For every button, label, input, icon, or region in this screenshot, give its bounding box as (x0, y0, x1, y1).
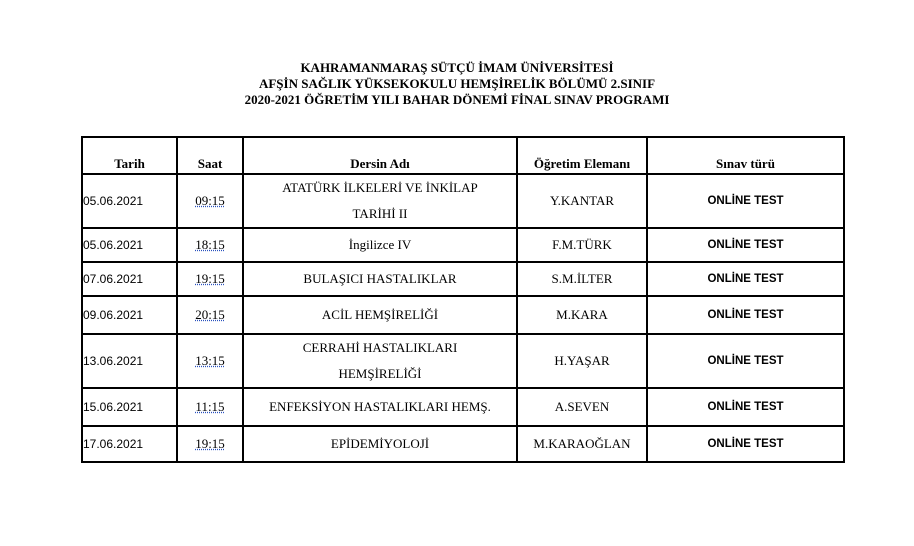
exam-type: ONLİNE TEST (647, 262, 844, 296)
course-name (243, 174, 517, 228)
exam-type: ONLİNE TEST (647, 388, 844, 426)
exam-time-value: 13:15 (195, 353, 225, 368)
column-header-time: Saat (177, 137, 243, 174)
exam-type: ONLİNE TEST (647, 296, 844, 334)
exam-time-value: 18:15 (195, 237, 225, 252)
column-header-type: Sınav türü (647, 137, 844, 174)
table-row (82, 296, 844, 334)
column-header-instructor: Öğretim Elemanı (517, 137, 647, 174)
exam-date: 05.06.2021 (82, 174, 177, 228)
exam-type: ONLİNE TEST (647, 426, 844, 462)
exam-date: 09.06.2021 (82, 296, 177, 334)
course-name (243, 426, 517, 462)
course-name-text: ACİL HEMŞİRELİĞİ (321, 307, 439, 322)
course-name (243, 334, 517, 388)
column-header-course: Dersin Adı (243, 137, 517, 174)
exam-date: 15.06.2021 (82, 388, 177, 426)
exam-schedule-table (81, 136, 845, 463)
table-row (82, 228, 844, 262)
course-name-text: İngilizce IV (348, 237, 412, 252)
exam-time (177, 388, 243, 426)
instructor-name: F.M.TÜRK (517, 228, 647, 262)
table-row (82, 334, 844, 388)
instructor-name: M.KARA (517, 296, 647, 334)
course-name-text: EPİDEMİYOLOJİ (330, 436, 430, 451)
exam-date: 07.06.2021 (82, 262, 177, 296)
exam-time (177, 228, 243, 262)
course-name (243, 388, 517, 426)
instructor-name: Y.KANTAR (517, 174, 647, 228)
document-header (0, 60, 914, 108)
table-row (82, 174, 844, 228)
exam-type: ONLİNE TEST (647, 334, 844, 388)
instructor-name: H.YAŞAR (517, 334, 647, 388)
exam-time-value: 11:15 (195, 399, 225, 414)
course-name (243, 296, 517, 334)
course-name (243, 228, 517, 262)
exam-time-value: 19:15 (195, 271, 225, 286)
course-name-text: ATATÜRK İLKELERİ VE İNKİLAP TARİHİ II (282, 180, 478, 221)
table-row (82, 388, 844, 426)
course-name-text: ENFEKSİYON HASTALIKLARI HEMŞ. (269, 399, 491, 414)
course-name-text: CERRAHİ HASTALIKLARI HEMŞİRELİĞİ (302, 340, 458, 381)
exam-time (177, 262, 243, 296)
table-row (82, 262, 844, 296)
course-name (243, 262, 517, 296)
exam-date: 13.06.2021 (82, 334, 177, 388)
exam-type: ONLİNE TEST (647, 174, 844, 228)
exam-time-value: 19:15 (195, 436, 225, 451)
exam-date: 17.06.2021 (82, 426, 177, 462)
exam-type: ONLİNE TEST (647, 228, 844, 262)
exam-time (177, 426, 243, 462)
exam-date: 05.06.2021 (82, 228, 177, 262)
table-row (82, 426, 844, 462)
department-title: AFŞİN SAĞLIK YÜKSEKOKULU HEMŞİRELİK BÖLÜMÜ 2.SINIF (258, 76, 656, 91)
column-header-date: Tarih (82, 137, 177, 174)
program-title: 2020-2021 ÖĞRETİM YILI BAHAR DÖNEMİ FİNAL SINAV PROGRAMI (244, 92, 670, 107)
course-name-text: BULAŞICI HASTALIKLAR (303, 271, 457, 286)
instructor-name: A.SEVEN (517, 388, 647, 426)
instructor-name: S.M.İLTER (517, 262, 647, 296)
exam-time (177, 334, 243, 388)
exam-time-value: 20:15 (195, 307, 225, 322)
table-header-row (82, 137, 844, 174)
instructor-name: M.KARAOĞLAN (517, 426, 647, 462)
exam-time (177, 296, 243, 334)
exam-time-value: 09:15 (195, 193, 225, 208)
university-title: KAHRAMANMARAŞ SÜTÇÜ İMAM ÜNİVERSİTESİ (300, 60, 614, 75)
exam-time (177, 174, 243, 228)
